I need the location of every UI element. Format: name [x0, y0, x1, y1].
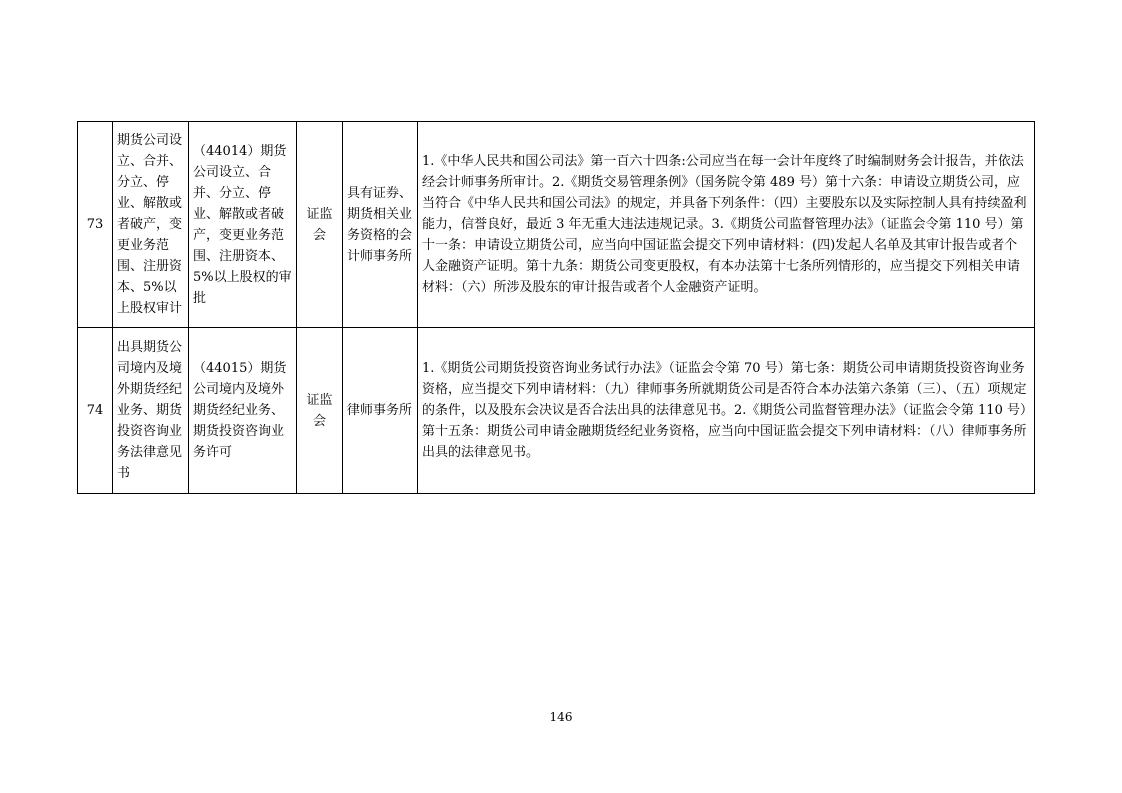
document-table: [77, 121, 1035, 494]
row-number: 73: [78, 122, 113, 328]
department-cell: 证监会: [297, 122, 343, 328]
row-number: 74: [78, 328, 113, 494]
table-row: [78, 122, 1035, 328]
department-cell: 证监会: [297, 328, 343, 494]
approval-item-cell: （44015）期货公司境内及境外期货经纪业务、期货投资咨询业务许可: [189, 328, 297, 494]
service-name-cell: 期货公司设立、合并、分立、停业、解散或者破产，变更业务范围、注册资本、5%以上股权审计: [113, 122, 189, 328]
table-row: [78, 328, 1035, 494]
service-name-cell: 出具期货公司境内及境外期货经纪业务、期货投资咨询业务法律意见书: [113, 328, 189, 494]
legal-basis-cell: 1.《期货公司期货投资咨询业务试行办法》（证监会令第 70 号）第七条：期货公司申请期货投资咨询业务资格，应当提交下列申请材料：（九）律师事务所就期货公司是否符合本办法第六条第（三）、（五）项规定的条件，以及股东会决议是否合法出具的法律意见书。2.《期货公司监督管理办法》（证监会令第 110 号）第十五条：期货公司申请金融期货经纪业务资格，应当向中国证监会提交下列申请材料：（八）律师事务所出具的法律意见书。: [418, 328, 1035, 494]
institution-cell: 具有证券、期货相关业务资格的会计师事务所: [343, 122, 418, 328]
legal-basis-cell: 1.《中华人民共和国公司法》第一百六十四条:公司应当在每一会计年度终了时编制财务会计报告，并依法经会计师事务所审计。2.《期货交易管理条例》（国务院令第 489 号）第十六条：申请设立期货公司，应当符合《中华人民共和国公司法》的规定，并具备下列条件：（四）主要股东以及实际控制人具有持续盈利能力，信誉良好，最近 3 年无重大违法违规记录。3.《期货公司监督管理办法》（证监会令第 110 号）第十一条：申请设立期货公司，应当向中国证监会提交下列申请材料：(四)发起人名单及其审计报告或者个人金融资产证明。第十九条：期货公司变更股权，有本办法第十七条所列情形的，应当提交下列相关申请材料：（六）所涉及股东的审计报告或者个人金融资产证明。: [418, 122, 1035, 328]
institution-cell: 律师事务所: [343, 328, 418, 494]
approval-item-cell: （44014）期货公司设立、合并、分立、停业、解散或者破产，变更业务范围、注册资本、5%以上股权的审批: [189, 122, 297, 328]
page-number: 146: [549, 710, 573, 724]
